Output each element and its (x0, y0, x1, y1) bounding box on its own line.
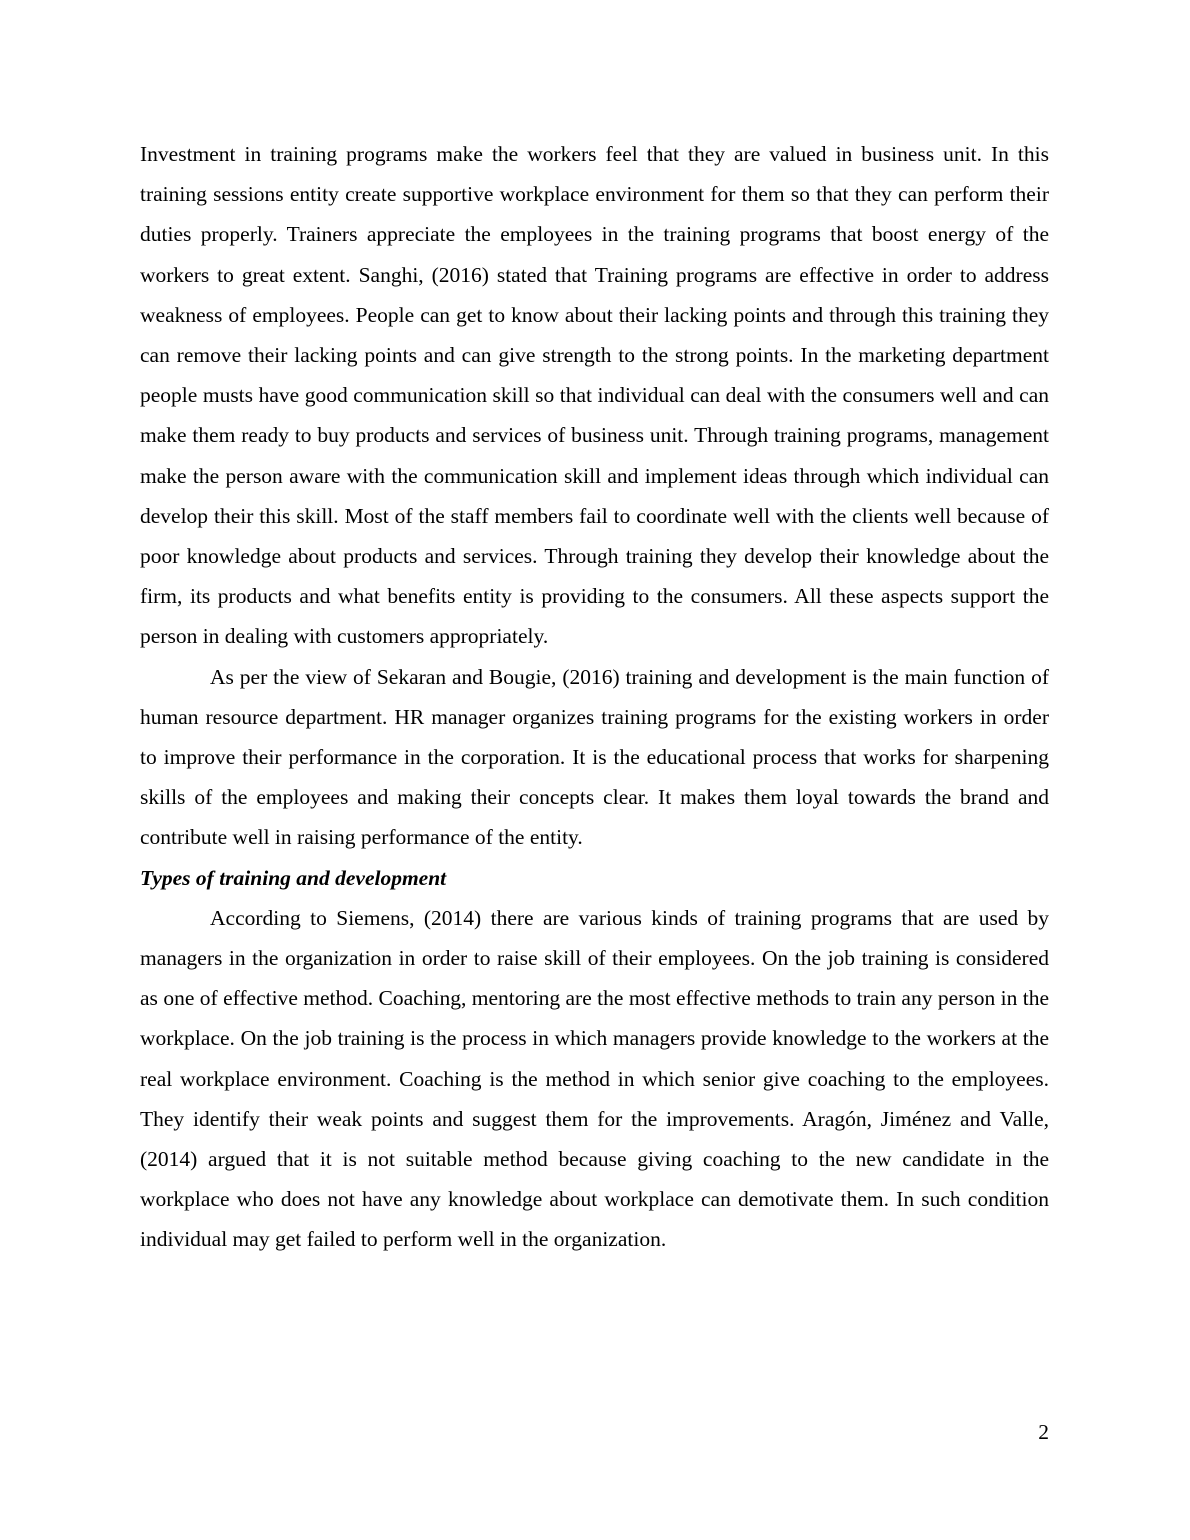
paragraph-hr-function: As per the view of Sekaran and Bougie, (2016) training and development is the main function of human resource department. HR manager organizes training programs for the existing workers in order to improve their performance in the corporation. It is the educational process that works for sharpening skills of the employees and making their concepts clear. It makes them loyal towards the brand and contribute well in raising performance of the entity. (140, 664, 1049, 850)
page-number: 2 (1038, 1420, 1049, 1444)
section-heading: Types of training and development (140, 865, 447, 890)
paragraph-training-investment: Investment in training programs make the workers feel that they are valued in business unit. In this training sessions entity create supportive workplace environment for them so that they can perform their duties properly. Trainers appreciate the employees in the training programs that boost energy of the workers to great extent. Sanghi, (2016) stated that Training programs are effective in order to address weakness of employees. People can get to know about their lacking points and through this training they can remove their lacking points and can give strength to the strong points. In the marketing department people musts have good communication skill so that individual can deal with the consumers well and can make them ready to buy products and services of business unit. Through training programs, management make the person aware with the communication skill and implement ideas through which individual can develop their this skill. Most of the staff members fail to coordinate well with the clients well because of poor knowledge about products and services. Through training they develop their knowledge about the firm, its products and what benefits entity is providing to the consumers. All these aspects support the person in dealing with customers appropriately. (140, 142, 1049, 649)
paragraph-training-types: According to Siemens, (2014) there are various kinds of training programs that are used by managers in the organization in order to raise skill of their employees. On the job training is considered as one of effective method. Coaching, mentoring are the most effective methods to train any person in the workplace. On the job training is the process in which managers provide knowledge to the workers at the real workplace environment. Coaching is the method in which senior give coaching to the employees. They identify their weak points and suggest them for the improvements. Aragón, Jiménez and Valle, (2014) argued that it is not suitable method because giving coaching to the new candidate in the workplace who does not have any knowledge about workplace can demotivate them. In such condition individual may get failed to perform well in the organization. (140, 905, 1049, 1252)
document-body (140, 134, 1049, 1260)
